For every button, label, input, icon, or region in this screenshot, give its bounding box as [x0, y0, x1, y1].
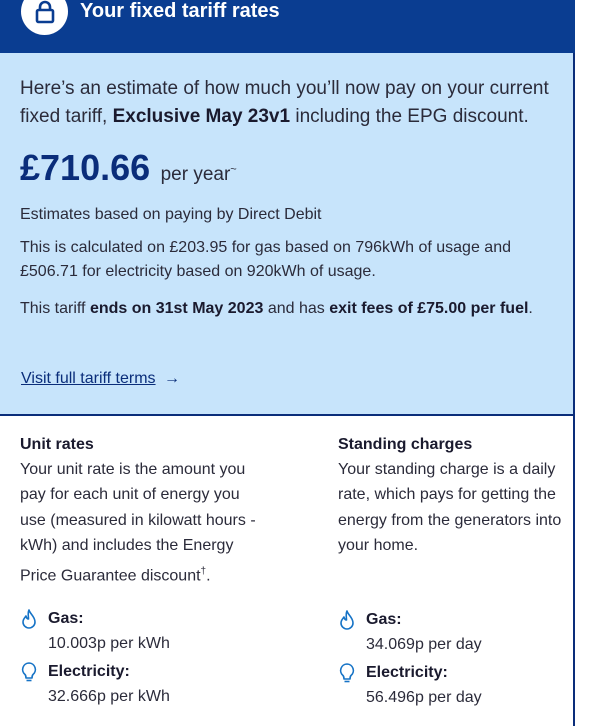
estimate-intro — [20, 75, 560, 131]
electricity-unit-rate: 32.666p per kWh — [48, 688, 170, 705]
annual-price: £710.66 — [20, 147, 151, 188]
electricity-label: Electricity: — [48, 663, 130, 680]
exit-fees: exit fees of £75.00 per fuel — [329, 300, 529, 317]
intro-text-end: including the EPG discount. — [290, 106, 529, 127]
standing-charges-title: Standing charges — [338, 436, 473, 453]
flame-icon — [20, 608, 38, 630]
ends-text: This tariff — [20, 300, 90, 317]
electricity-standing-charge: 56.496p per day — [366, 689, 482, 706]
footnote-mark: † — [200, 565, 207, 577]
gas-label: Gas: — [48, 610, 84, 627]
gas-unit-rate: 10.003p per kWh — [48, 635, 170, 652]
unit-rates-section — [20, 433, 265, 588]
ends-text-mid: and has — [263, 300, 330, 317]
gas-standing-charge: 34.069p per day — [366, 636, 482, 653]
card-header — [0, 0, 575, 53]
lightbulb-icon — [20, 661, 38, 683]
tariff-terms-link[interactable]: Visit full tariff terms — [21, 370, 156, 387]
unit-rates-description — [20, 457, 265, 588]
arrow-right-icon: → — [164, 370, 181, 387]
card-title: Your fixed tariff rates — [80, 0, 280, 22]
unit-rates-period: . — [206, 566, 211, 584]
ends-text-end: . — [528, 300, 533, 317]
tariff-end-note — [20, 297, 550, 321]
price-suffix — [161, 164, 237, 185]
estimate-panel — [0, 53, 573, 416]
lightbulb-icon — [338, 662, 356, 684]
lock-icon — [34, 0, 56, 24]
unit-rates-title: Unit rates — [20, 436, 94, 453]
price-row — [20, 147, 237, 189]
gas-label: Gas: — [366, 611, 402, 628]
payment-note: Estimates based on paying by Direct Debit — [20, 206, 322, 223]
calculation-note: This is calculated on £203.95 for gas based on 796kWh of usage and £506.71 for electricity based on 920kWh of usage. — [20, 239, 511, 280]
end-date: ends on 31st May 2023 — [89, 300, 264, 317]
standing-charges-description: Your standing charge is a daily rate, which pays for getting the energy from the generators into your home. — [338, 461, 562, 555]
price-footnote-mark: ~ — [230, 163, 237, 176]
unit-rates-description-text: Your unit rate is the amount you pay for each unit of energy you use (measured in kilowatt hours - kWh) and includes the Energy Price Guarantee discount — [20, 461, 256, 584]
lock-badge — [21, 0, 68, 35]
tariff-name: Exclusive May 23v1 — [112, 106, 291, 127]
electricity-label: Electricity: — [366, 664, 448, 681]
standing-charges-section — [338, 433, 583, 559]
price-suffix-text: per year — [160, 164, 231, 185]
intro-text: Here’s an estimate of how much you’ll now pay on your current fixed tariff, — [20, 78, 549, 127]
tariff-terms-link-row — [21, 370, 180, 388]
flame-icon — [338, 609, 356, 631]
